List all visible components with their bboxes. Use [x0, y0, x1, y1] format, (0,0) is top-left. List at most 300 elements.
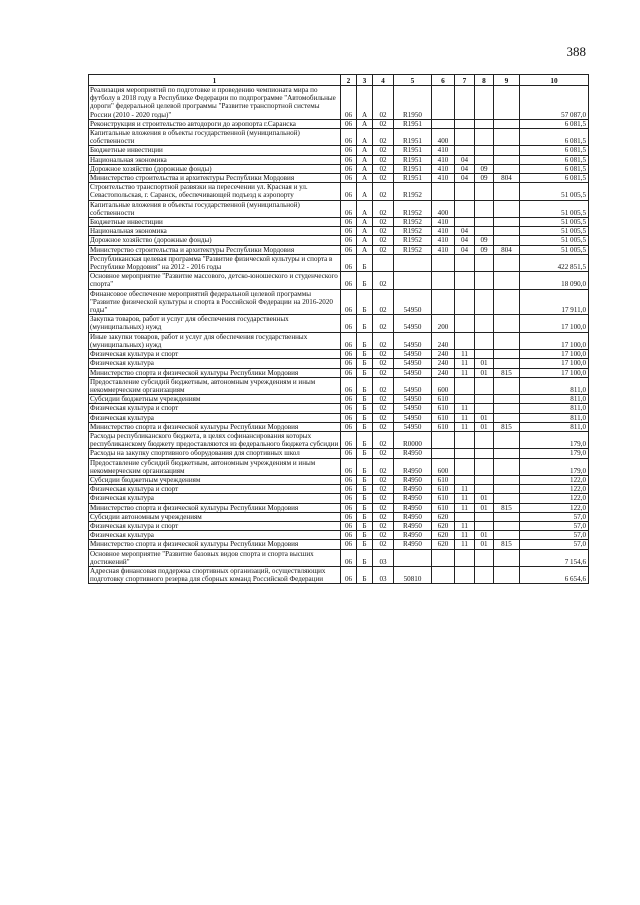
row-code-8 [475, 475, 494, 484]
row-code-2: 06 [341, 227, 357, 236]
row-code-5: 54950 [394, 377, 432, 394]
row-code-4: 02 [373, 485, 394, 494]
row-code-5: R0000 [394, 431, 432, 448]
row-code-5: 54950 [394, 359, 432, 368]
row-code-2: 06 [341, 485, 357, 494]
row-code-3: А [357, 86, 373, 120]
table-row [89, 395, 589, 404]
table-row [89, 236, 589, 245]
row-code-9 [494, 146, 520, 155]
row-name: Бюджетные инвестиции [89, 146, 341, 155]
row-code-2: 06 [341, 458, 357, 475]
row-code-3: Б [357, 449, 373, 458]
row-name: Реконструкция и строительство автодороги до аэропорта г.Саранска [89, 119, 341, 128]
table-row [89, 494, 589, 503]
row-amount: 57 087,0 [520, 86, 589, 120]
row-code-4: 02 [373, 540, 394, 549]
row-code-7: 11 [455, 350, 475, 359]
row-amount: 811,0 [520, 404, 589, 413]
row-code-7 [455, 129, 475, 146]
row-code-4: 02 [373, 315, 394, 332]
row-code-8: 01 [475, 422, 494, 431]
row-code-7: 11 [455, 531, 475, 540]
row-name: Физическая культура и спорт [89, 350, 341, 359]
row-code-7 [455, 377, 475, 394]
row-code-2: 06 [341, 359, 357, 368]
row-code-9 [494, 449, 520, 458]
row-code-9 [494, 395, 520, 404]
row-code-6: 610 [432, 485, 455, 494]
row-code-7: 11 [455, 521, 475, 530]
row-name: Министерство спорта и физической культуры Республики Мордовия [89, 540, 341, 549]
row-code-9 [494, 227, 520, 236]
row-code-6 [432, 431, 455, 448]
row-code-5: R4950 [394, 494, 432, 503]
table-row [89, 183, 589, 200]
row-code-7: 11 [455, 368, 475, 377]
row-code-7 [455, 200, 475, 217]
table-row [89, 368, 589, 377]
row-code-2: 06 [341, 183, 357, 200]
row-code-2: 06 [341, 146, 357, 155]
row-code-9 [494, 458, 520, 475]
row-code-6: 600 [432, 458, 455, 475]
row-code-3: Б [357, 359, 373, 368]
row-code-4: 02 [373, 503, 394, 512]
row-code-2: 06 [341, 377, 357, 394]
row-code-5: R1952 [394, 200, 432, 217]
table-row [89, 289, 589, 315]
row-code-4: 03 [373, 549, 394, 566]
row-code-2: 06 [341, 218, 357, 227]
row-code-5: R1951 [394, 119, 432, 128]
row-name: Министерство спорта и физической культуры Республики Мордовия [89, 368, 341, 377]
row-code-4: 02 [373, 332, 394, 349]
row-code-3: Б [357, 475, 373, 484]
table-row [89, 200, 589, 217]
row-amount: 17 100,0 [520, 359, 589, 368]
row-code-9 [494, 183, 520, 200]
row-code-6 [432, 254, 455, 271]
row-code-5 [394, 549, 432, 566]
row-name: Основное мероприятие "Развитие базовых видов спорта и спорта высших достижений" [89, 549, 341, 566]
row-code-9: 815 [494, 422, 520, 431]
row-code-9 [494, 531, 520, 540]
row-code-7: 11 [455, 503, 475, 512]
row-code-6: 410 [432, 218, 455, 227]
row-name: Физическая культура и спорт [89, 521, 341, 530]
table-row [89, 413, 589, 422]
table-row [89, 422, 589, 431]
column-header: 10 [520, 75, 589, 86]
row-code-4: 02 [373, 236, 394, 245]
row-code-2: 06 [341, 254, 357, 271]
row-code-9 [494, 155, 520, 164]
row-code-7: 11 [455, 422, 475, 431]
row-code-3: Б [357, 549, 373, 566]
row-code-6: 610 [432, 413, 455, 422]
row-code-4: 02 [373, 174, 394, 183]
row-code-7 [455, 218, 475, 227]
row-code-5: 50810 [394, 566, 432, 583]
row-code-8: 09 [475, 245, 494, 254]
row-code-6 [432, 86, 455, 120]
row-code-8 [475, 485, 494, 494]
row-amount: 7 154,6 [520, 549, 589, 566]
row-amount: 17 100,0 [520, 350, 589, 359]
row-code-7 [455, 332, 475, 349]
row-name: Физическая культура и спорт [89, 485, 341, 494]
column-header: 3 [357, 75, 373, 86]
row-code-6: 610 [432, 395, 455, 404]
row-amount: 57,0 [520, 512, 589, 521]
row-code-2: 06 [341, 129, 357, 146]
row-code-5: R1952 [394, 227, 432, 236]
row-code-9 [494, 254, 520, 271]
row-code-3: Б [357, 540, 373, 549]
row-code-8: 01 [475, 359, 494, 368]
column-header: 5 [394, 75, 432, 86]
row-code-2: 06 [341, 449, 357, 458]
row-name: Капитальные вложения в объекты государственной (муниципальной) собственности [89, 200, 341, 217]
row-code-7 [455, 254, 475, 271]
table-row [89, 350, 589, 359]
row-code-2: 06 [341, 272, 357, 289]
row-code-5: 54950 [394, 332, 432, 349]
row-code-4: 02 [373, 359, 394, 368]
row-code-9: 804 [494, 245, 520, 254]
row-code-7: 04 [455, 245, 475, 254]
row-code-9 [494, 218, 520, 227]
row-code-8: 09 [475, 164, 494, 173]
row-code-4: 02 [373, 155, 394, 164]
row-code-5: 54950 [394, 422, 432, 431]
table-row [89, 531, 589, 540]
row-code-8 [475, 272, 494, 289]
row-code-8 [475, 129, 494, 146]
row-code-5: R1951 [394, 146, 432, 155]
row-code-7: 04 [455, 155, 475, 164]
row-code-8 [475, 183, 494, 200]
row-code-3: Б [357, 404, 373, 413]
row-amount: 57,0 [520, 521, 589, 530]
row-code-9 [494, 350, 520, 359]
row-code-6: 610 [432, 475, 455, 484]
row-code-2: 06 [341, 350, 357, 359]
row-name: Основное мероприятие "Развитие массового, детско-юношеского и студенческого спорта" [89, 272, 341, 289]
row-code-7 [455, 458, 475, 475]
row-code-9 [494, 86, 520, 120]
row-code-7 [455, 146, 475, 155]
row-code-2: 06 [341, 236, 357, 245]
row-code-8: 09 [475, 236, 494, 245]
row-amount: 811,0 [520, 413, 589, 422]
table-row [89, 272, 589, 289]
row-code-6: 410 [432, 164, 455, 173]
row-amount: 51 005,5 [520, 245, 589, 254]
row-code-2: 06 [341, 540, 357, 549]
row-code-2: 06 [341, 549, 357, 566]
row-code-3: Б [357, 458, 373, 475]
row-code-9 [494, 200, 520, 217]
row-code-7: 04 [455, 227, 475, 236]
row-amount: 17 100,0 [520, 315, 589, 332]
row-name: Субсидии автономным учреждениям [89, 512, 341, 521]
row-name: Капитальные вложения в объекты государственной (муниципальной) собственности [89, 129, 341, 146]
row-code-7 [455, 315, 475, 332]
row-code-5: R1950 [394, 86, 432, 120]
row-code-3: Б [357, 315, 373, 332]
row-code-2: 06 [341, 155, 357, 164]
row-code-4: 02 [373, 368, 394, 377]
row-code-4: 02 [373, 449, 394, 458]
row-code-5: R1952 [394, 236, 432, 245]
row-code-7 [455, 183, 475, 200]
row-code-5: 54950 [394, 289, 432, 315]
row-code-4: 02 [373, 272, 394, 289]
row-code-7 [455, 272, 475, 289]
row-code-2: 06 [341, 332, 357, 349]
row-amount: 17 911,0 [520, 289, 589, 315]
row-code-6: 410 [432, 174, 455, 183]
row-code-5: 54950 [394, 368, 432, 377]
table-row [89, 404, 589, 413]
row-code-6: 410 [432, 155, 455, 164]
table-row [89, 521, 589, 530]
row-code-8 [475, 146, 494, 155]
row-code-5: 54950 [394, 315, 432, 332]
row-code-9 [494, 521, 520, 530]
row-code-8 [475, 155, 494, 164]
row-code-3: А [357, 183, 373, 200]
row-code-5: R4950 [394, 475, 432, 484]
row-code-6 [432, 272, 455, 289]
row-code-2: 06 [341, 422, 357, 431]
row-code-2: 06 [341, 315, 357, 332]
row-code-4: 02 [373, 431, 394, 448]
row-code-3: А [357, 146, 373, 155]
row-code-2: 06 [341, 86, 357, 120]
row-code-7 [455, 449, 475, 458]
column-header: 2 [341, 75, 357, 86]
row-code-8 [475, 549, 494, 566]
row-code-4 [373, 254, 394, 271]
row-code-3: Б [357, 254, 373, 271]
row-code-8 [475, 315, 494, 332]
row-code-7: 04 [455, 174, 475, 183]
row-name: Физическая культура [89, 359, 341, 368]
row-code-9 [494, 485, 520, 494]
row-code-4: 02 [373, 183, 394, 200]
row-code-7 [455, 86, 475, 120]
row-amount: 422 851,5 [520, 254, 589, 271]
row-code-5: R4950 [394, 540, 432, 549]
row-code-4: 02 [373, 350, 394, 359]
row-code-4: 02 [373, 531, 394, 540]
row-amount: 811,0 [520, 377, 589, 394]
row-code-3: Б [357, 485, 373, 494]
row-code-8 [475, 289, 494, 315]
row-code-6 [432, 449, 455, 458]
row-amount: 122,0 [520, 494, 589, 503]
row-code-7 [455, 119, 475, 128]
row-code-8: 01 [475, 368, 494, 377]
row-code-6: 200 [432, 315, 455, 332]
row-code-4: 02 [373, 289, 394, 315]
row-code-7: 04 [455, 164, 475, 173]
row-code-3: А [357, 245, 373, 254]
row-code-2: 06 [341, 431, 357, 448]
row-code-3: Б [357, 431, 373, 448]
row-code-2: 06 [341, 289, 357, 315]
row-code-9 [494, 236, 520, 245]
table-row [89, 566, 589, 583]
row-code-5: R1951 [394, 129, 432, 146]
table-body [89, 86, 589, 584]
row-code-8 [475, 566, 494, 583]
row-code-8: 01 [475, 494, 494, 503]
row-code-4: 02 [373, 475, 394, 484]
row-code-3: А [357, 164, 373, 173]
table-row [89, 227, 589, 236]
row-code-3: Б [357, 289, 373, 315]
table-row [89, 129, 589, 146]
row-name: Национальная экономика [89, 155, 341, 164]
row-code-4: 02 [373, 245, 394, 254]
page-number: 388 [566, 44, 586, 59]
row-code-6: 240 [432, 359, 455, 368]
row-code-9 [494, 164, 520, 173]
row-amount: 179,0 [520, 458, 589, 475]
row-code-5: R1952 [394, 183, 432, 200]
row-code-2: 06 [341, 531, 357, 540]
table-row [89, 359, 589, 368]
row-code-8 [475, 86, 494, 120]
row-code-5: R4950 [394, 458, 432, 475]
row-code-4: 03 [373, 566, 394, 583]
column-header: 8 [475, 75, 494, 86]
row-name: Финансовое обеспечение мероприятий федеральной целевой программы "Развитие физической культуры и спорта в Российской Федерации на 2016-2020 годы" [89, 289, 341, 315]
row-code-3: Б [357, 350, 373, 359]
column-header: 1 [89, 75, 341, 86]
row-code-8: 01 [475, 503, 494, 512]
row-code-6: 400 [432, 129, 455, 146]
row-code-8 [475, 119, 494, 128]
row-code-8 [475, 227, 494, 236]
row-code-5 [394, 254, 432, 271]
row-code-8 [475, 218, 494, 227]
row-code-3: А [357, 119, 373, 128]
row-code-4: 02 [373, 218, 394, 227]
row-code-4: 02 [373, 422, 394, 431]
row-code-2: 06 [341, 245, 357, 254]
row-code-4: 02 [373, 458, 394, 475]
row-code-9 [494, 549, 520, 566]
row-code-6 [432, 549, 455, 566]
table-row [89, 86, 589, 120]
row-code-6: 240 [432, 368, 455, 377]
row-code-6: 610 [432, 494, 455, 503]
row-code-5: R1951 [394, 174, 432, 183]
row-code-8 [475, 350, 494, 359]
row-code-9 [494, 129, 520, 146]
row-code-6: 600 [432, 377, 455, 394]
table-row [89, 431, 589, 448]
row-amount: 811,0 [520, 422, 589, 431]
row-code-6 [432, 119, 455, 128]
row-code-2: 06 [341, 566, 357, 583]
row-amount: 17 100,0 [520, 332, 589, 349]
row-code-6: 620 [432, 531, 455, 540]
row-code-3: Б [357, 422, 373, 431]
column-header: 9 [494, 75, 520, 86]
row-name: Субсидии бюджетным учреждениям [89, 395, 341, 404]
table-row [89, 174, 589, 183]
row-code-6: 240 [432, 332, 455, 349]
row-code-3: Б [357, 368, 373, 377]
row-code-2: 06 [341, 395, 357, 404]
row-code-6: 410 [432, 236, 455, 245]
row-code-4: 02 [373, 377, 394, 394]
row-code-7 [455, 512, 475, 521]
table-row [89, 512, 589, 521]
row-amount: 57,0 [520, 531, 589, 540]
row-code-5: 54950 [394, 404, 432, 413]
row-code-9 [494, 377, 520, 394]
row-amount: 6 081,5 [520, 119, 589, 128]
row-amount: 51 005,5 [520, 227, 589, 236]
row-code-4: 02 [373, 227, 394, 236]
row-name: Дорожное хозяйство (дорожные фонды) [89, 236, 341, 245]
row-name: Физическая культура [89, 494, 341, 503]
row-amount: 57,0 [520, 540, 589, 549]
row-code-2: 06 [341, 494, 357, 503]
row-code-6 [432, 289, 455, 315]
row-code-6: 400 [432, 200, 455, 217]
table-row [89, 245, 589, 254]
row-code-7 [455, 549, 475, 566]
row-code-8 [475, 377, 494, 394]
row-code-8 [475, 332, 494, 349]
row-code-3: Б [357, 566, 373, 583]
row-code-2: 06 [341, 200, 357, 217]
row-code-3: Б [357, 521, 373, 530]
row-name: Адресная финансовая поддержка спортивных организаций, осуществляющих подготовку спортивного резерва для сборных команд Российской Федерации [89, 566, 341, 583]
row-code-2: 06 [341, 521, 357, 530]
row-code-6 [432, 566, 455, 583]
row-code-6: 620 [432, 512, 455, 521]
table-row [89, 332, 589, 349]
row-code-9 [494, 494, 520, 503]
row-code-4: 02 [373, 413, 394, 422]
column-header: 6 [432, 75, 455, 86]
row-code-3: А [357, 174, 373, 183]
row-code-8: 01 [475, 531, 494, 540]
row-code-7: 11 [455, 404, 475, 413]
row-code-7 [455, 289, 475, 315]
row-code-5: R1951 [394, 155, 432, 164]
row-amount: 18 090,0 [520, 272, 589, 289]
row-code-5: R4950 [394, 531, 432, 540]
row-code-8 [475, 431, 494, 448]
row-code-9: 815 [494, 540, 520, 549]
row-code-4: 02 [373, 404, 394, 413]
table-row [89, 377, 589, 394]
row-amount: 17 100,0 [520, 368, 589, 377]
row-name: Физическая культура и спорт [89, 404, 341, 413]
row-amount: 51 005,5 [520, 236, 589, 245]
row-code-3: Б [357, 395, 373, 404]
